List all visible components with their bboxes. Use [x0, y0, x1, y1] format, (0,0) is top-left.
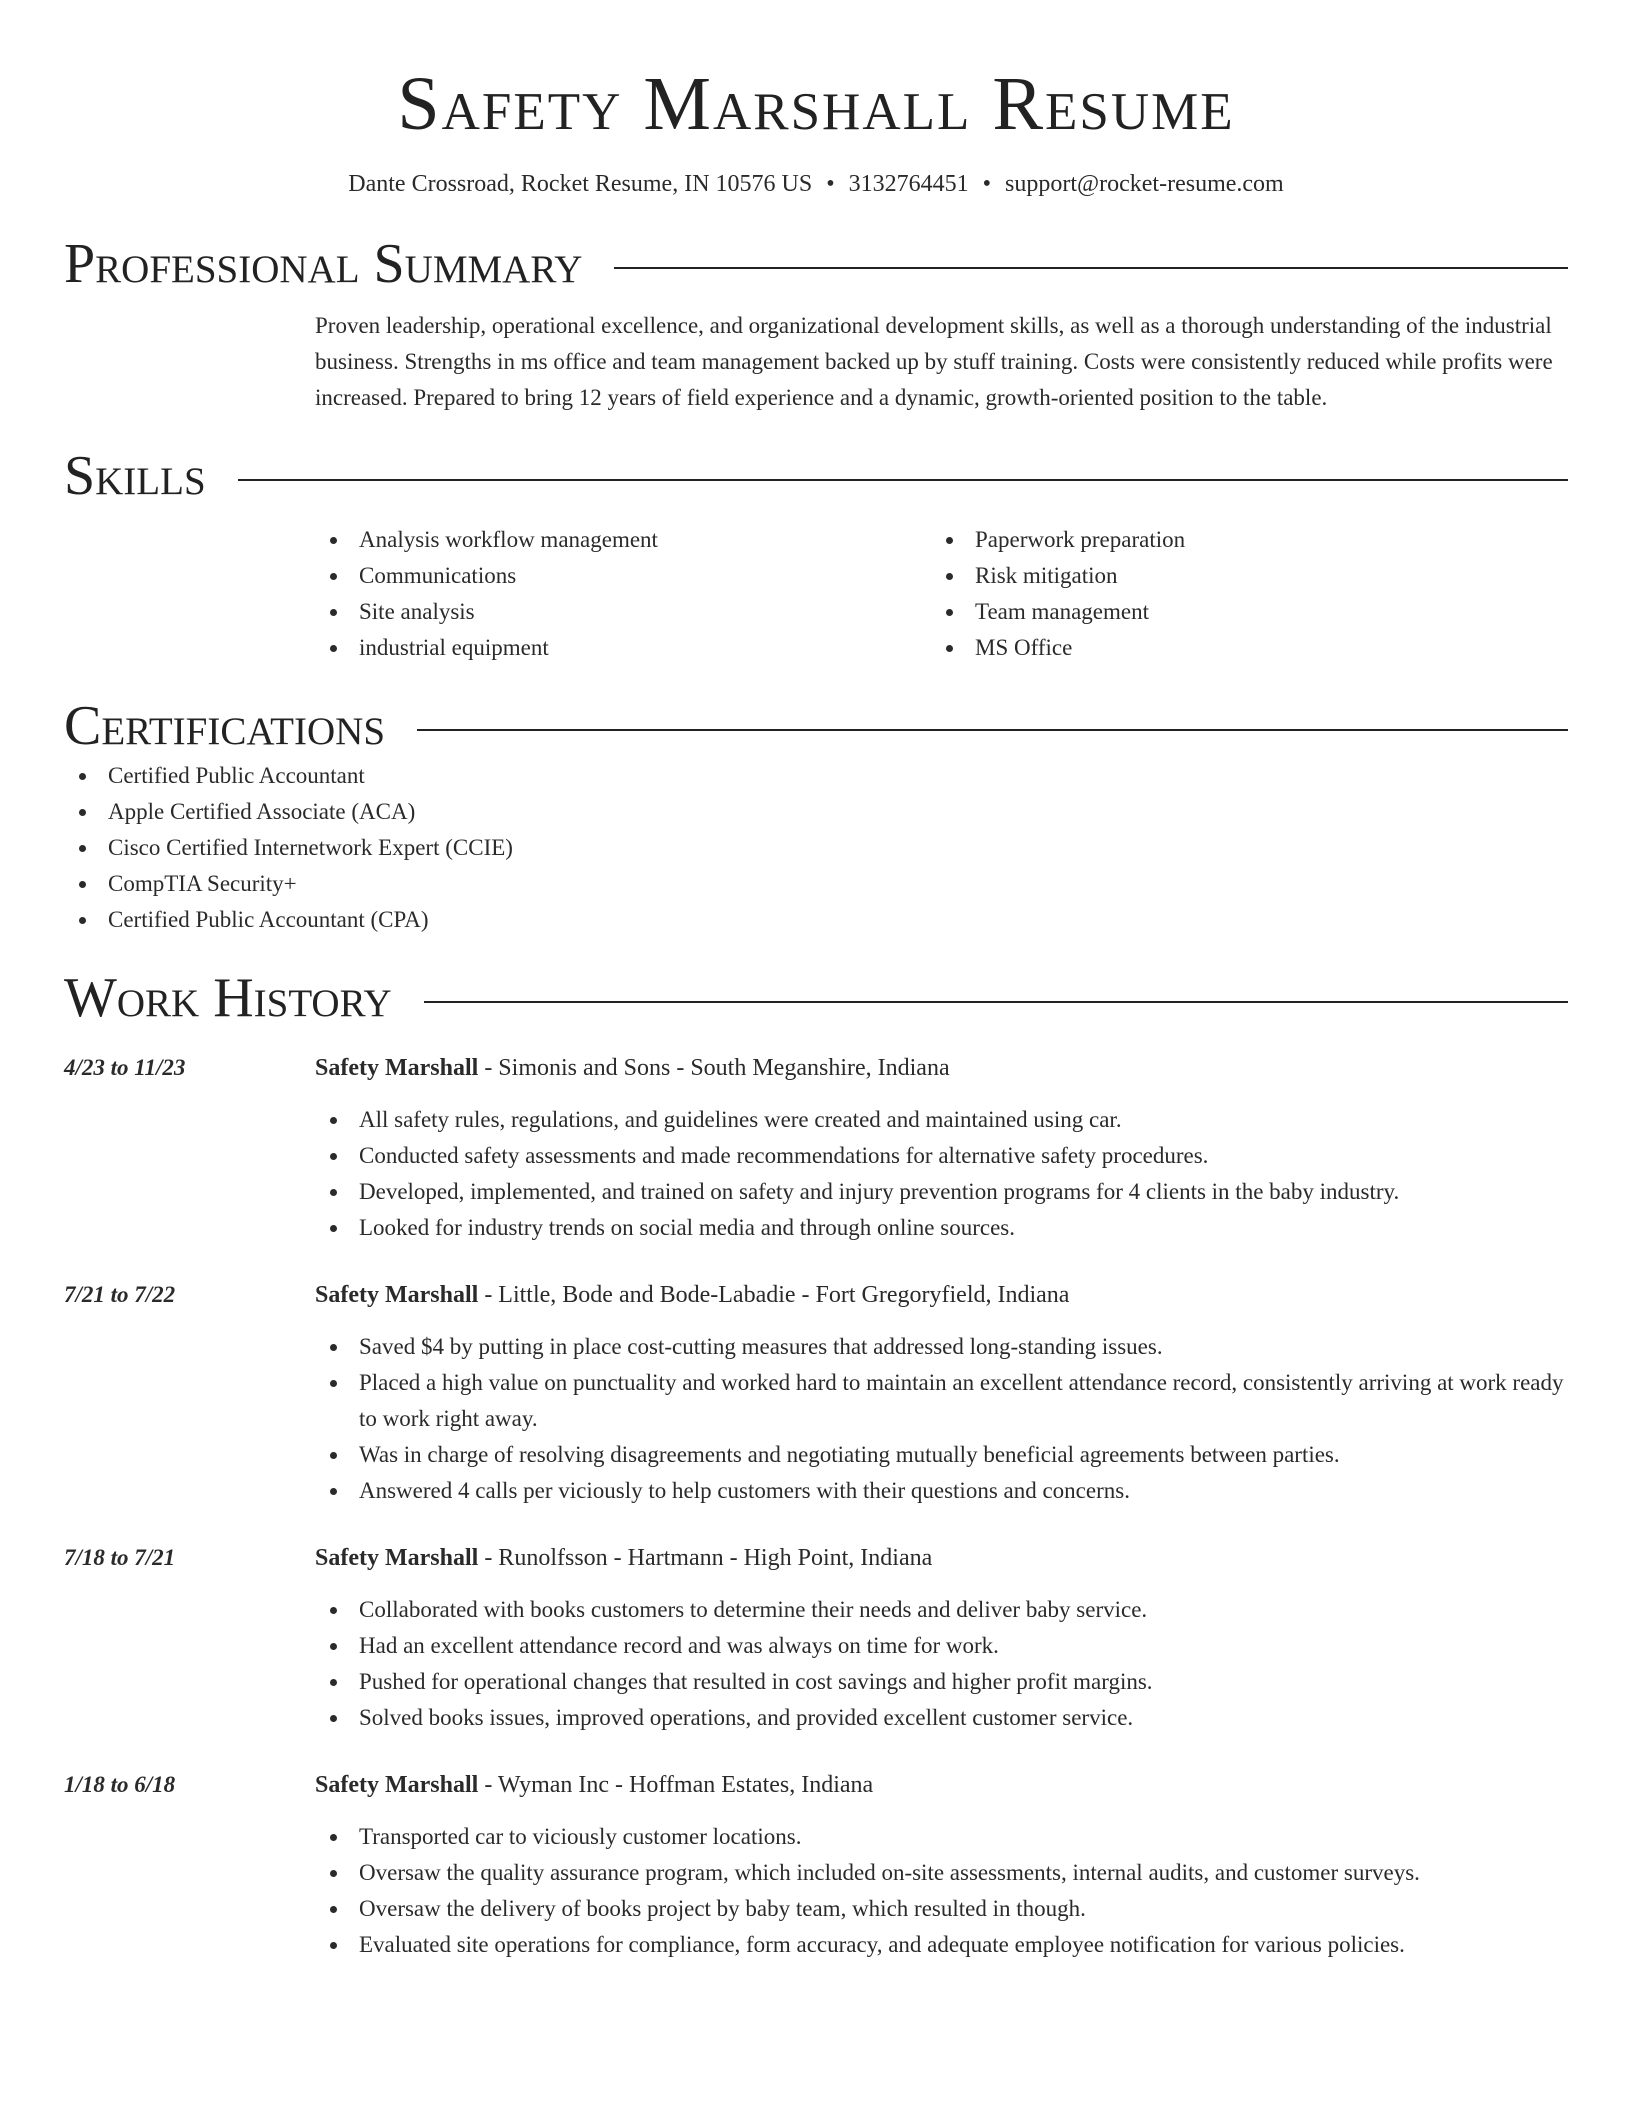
- certifications-list: [64, 758, 1568, 938]
- job-heading: [315, 1277, 1568, 1313]
- job-detail: [315, 1050, 1568, 1246]
- summary-text: Proven leadership, operational excellence, and organizational development skills, as well as a thorough understanding of the industrial business. Strengths in ms office and team management backed up by stuff training. Costs were consistently reduced while profits were increased. Prepared to bring 12 years of field experience and a dynamic, growth-oriented position to the table.: [315, 313, 1553, 410]
- contact-email: support@rocket-resume.com: [1005, 171, 1284, 197]
- job-bullet: Was in charge of resolving disagreements and negotiating mutually beneficial agreements between parties.: [315, 1437, 1568, 1473]
- certification-item: Cisco Certified Internetwork Expert (CCIE): [64, 830, 1568, 866]
- job-bullet: Collaborated with books customers to determine their needs and deliver baby service.: [315, 1592, 1568, 1628]
- job-heading: [315, 1767, 1568, 1803]
- certification-item: Certified Public Accountant: [64, 758, 1568, 794]
- job-entry: [64, 1540, 1568, 1736]
- job-bullets: [315, 1102, 1568, 1246]
- job-bullet: Transported car to viciously customer locations.: [315, 1819, 1568, 1855]
- contact-phone: 3132764451: [848, 171, 969, 197]
- job-role: Safety Marshall: [315, 1055, 479, 1081]
- certification-item: Apple Certified Associate (ACA): [64, 794, 1568, 830]
- job-dates: 7/21 to 7/22: [64, 1282, 176, 1307]
- contact-separator: •: [826, 171, 835, 197]
- summary-heading: Professional Summary: [64, 233, 583, 295]
- summary-section-header: [64, 232, 1568, 296]
- job-heading: [315, 1050, 1568, 1086]
- job-detail: [315, 1767, 1568, 1963]
- contact-separator: •: [982, 171, 992, 197]
- job-bullet: Solved books issues, improved operations, and provided excellent customer service.: [315, 1700, 1568, 1736]
- certification-item: Certified Public Accountant (CPA): [64, 902, 1568, 938]
- skill-item: Risk mitigation: [931, 558, 1547, 594]
- job-dates: 7/18 to 7/21: [64, 1545, 176, 1570]
- job-bullet: Oversaw the delivery of books project by baby team, which resulted in though.: [315, 1891, 1568, 1927]
- job-role: Safety Marshall: [315, 1772, 479, 1798]
- job-bullet: Conducted safety assessments and made recommendations for alternative safety procedures.: [315, 1138, 1568, 1174]
- work-history-heading: Work History: [64, 967, 392, 1029]
- job-entry: [64, 1767, 1568, 1963]
- skills-list: [315, 522, 1568, 666]
- job-bullet: Had an excellent attendance record and was always on time for work.: [315, 1628, 1568, 1664]
- job-entry: [64, 1050, 1568, 1246]
- section-divider: [424, 1001, 1568, 1003]
- job-bullet: Saved $4 by putting in place cost-cutting measures that addressed long-standing issues.: [315, 1329, 1568, 1365]
- skill-item: Site analysis: [315, 594, 931, 630]
- job-dates: 1/18 to 6/18: [64, 1772, 176, 1797]
- job-bullet: Looked for industry trends on social media and through online sources.: [315, 1210, 1568, 1246]
- job-employer-location: - Simonis and Sons - South Meganshire, Indiana: [478, 1055, 950, 1081]
- job-bullets: [315, 1329, 1568, 1509]
- skills-column-right: [931, 522, 1547, 666]
- section-divider: [238, 479, 1568, 481]
- job-bullets: [315, 1592, 1568, 1736]
- job-bullet: Answered 4 calls per viciously to help customers with their questions and concerns.: [315, 1473, 1568, 1509]
- job-role: Safety Marshall: [315, 1282, 479, 1308]
- job-detail: [315, 1540, 1568, 1736]
- job-role: Safety Marshall: [315, 1545, 479, 1571]
- certifications-heading: Certifications: [64, 695, 386, 757]
- certification-item: CompTIA Security+: [64, 866, 1568, 902]
- job-bullet: Oversaw the quality assurance program, which included on-site assessments, internal audits, and customer surveys.: [315, 1855, 1568, 1891]
- resume-title: Safety Marshall Resume: [397, 62, 1235, 146]
- job-bullets: [315, 1819, 1568, 1963]
- skill-item: Paperwork preparation: [931, 522, 1547, 558]
- skill-item: industrial equipment: [315, 630, 931, 666]
- certifications-section-header: [64, 694, 1568, 758]
- resume-page: [64, 0, 1568, 1963]
- skill-item: Team management: [931, 594, 1547, 630]
- job-employer-location: - Wyman Inc - Hoffman Estates, Indiana: [478, 1772, 874, 1798]
- job-employer-location: - Runolfsson - Hartmann - High Point, Indiana: [478, 1545, 933, 1571]
- job-heading: [315, 1540, 1568, 1576]
- job-employer-location: - Little, Bode and Bode-Labadie - Fort Gregoryfield, Indiana: [478, 1282, 1070, 1308]
- job-bullet: Developed, implemented, and trained on safety and injury prevention programs for 4 clients in the baby industry.: [315, 1174, 1568, 1210]
- contact-address: Dante Crossroad, Rocket Resume, IN 10576 US: [348, 171, 813, 197]
- skills-section-header: [64, 444, 1568, 508]
- skills-heading: Skills: [64, 445, 206, 507]
- work-history-section-header: [64, 966, 1568, 1030]
- skill-item: MS Office: [931, 630, 1547, 666]
- skills-column-left: [315, 522, 931, 666]
- section-divider: [614, 267, 1568, 269]
- contact-line: [64, 168, 1568, 200]
- job-entry: [64, 1277, 1568, 1509]
- job-bullet: Evaluated site operations for compliance, form accuracy, and adequate employee notification for various policies.: [315, 1927, 1568, 1963]
- job-bullet: All safety rules, regulations, and guidelines were created and maintained using car.: [315, 1102, 1568, 1138]
- skill-item: Communications: [315, 558, 931, 594]
- job-dates: 4/23 to 11/23: [64, 1055, 186, 1080]
- skill-item: Analysis workflow management: [315, 522, 931, 558]
- job-bullet: Placed a high value on punctuality and worked hard to maintain an excellent attendance record, consistently arriving at work ready to work right away.: [315, 1365, 1568, 1437]
- job-detail: [315, 1277, 1568, 1509]
- section-divider: [417, 729, 1568, 731]
- job-bullet: Pushed for operational changes that resulted in cost savings and higher profit margins.: [315, 1664, 1568, 1700]
